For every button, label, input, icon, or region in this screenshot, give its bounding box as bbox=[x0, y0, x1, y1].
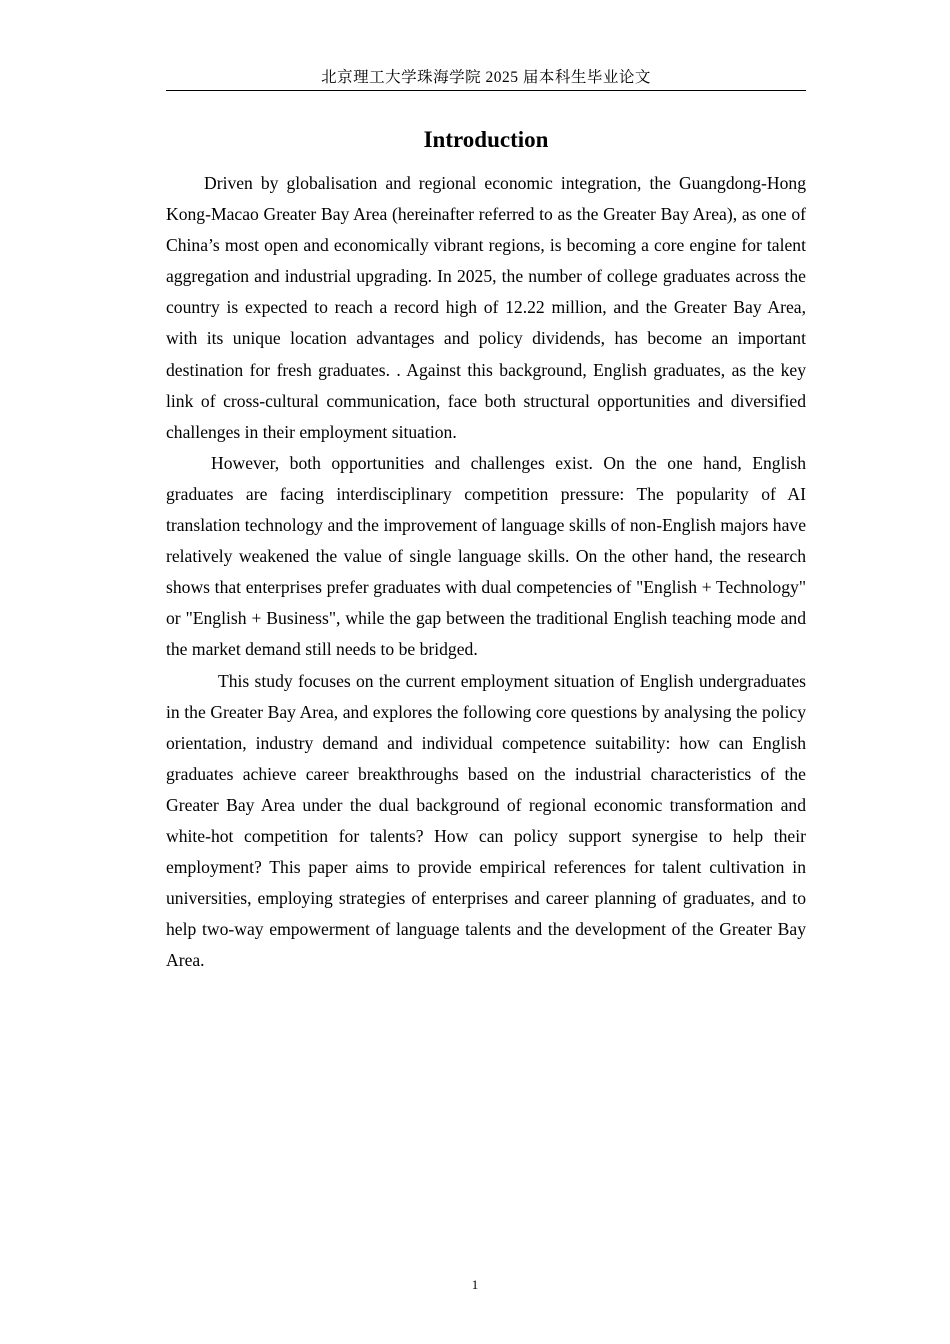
body-paragraph-3: This study focuses on the current employment situation of English undergraduates in the Greater Bay Area, and explores the following core questions by analysing the policy orientation, industry demand and individual competence suitability: how can English graduates achieve career breakthroughs based on the industrial characteristics of the Greater Bay Area under the dual background of regional economic transformation and white-hot competition for talents? How can policy support synergise to help their employment? This paper aims to provide empirical references for talent cultivation in universities, employing strategies of enterprises and career planning of graduates, and to help two-way empowerment of language talents and the development of the Greater Bay Area. bbox=[166, 670, 806, 971]
body-paragraph-2: However, both opportunities and challenges exist. On the one hand, English graduates are facing interdisciplinary competition pressure: The popularity of AI translation technology and the improvement of language skills of non-English majors have relatively weakened the value of single language skills. On the other hand, the research shows that enterprises prefer graduates with dual competencies of "English + Technology" or "English + Business", while the gap between the traditional English teaching mode and the market demand still needs to be bridged. bbox=[166, 452, 806, 660]
page-number: 1 bbox=[471, 1277, 479, 1292]
page-body bbox=[166, 120, 806, 976]
section-title: Introduction bbox=[423, 127, 549, 152]
body-paragraph-1: Driven by globalisation and regional economic integration, the Guangdong-Hong Kong-Macao Greater Bay Area (hereinafter referred to as the Greater Bay Area), as one of China’s most open and economically vibrant regions, is becoming a core engine for talent aggregation and industrial upgrading. In 2025, the number of college graduates across the country is expected to reach a record high of 12.22 million, and the Greater Bay Area, with its unique location advantages and policy dividends, has become an important destination for fresh graduates. . Against this background, English graduates, as the key link of cross-cultural communication, face both structural opportunities and diversified challenges in their employment situation. bbox=[166, 173, 806, 442]
page-header: 北京理工大学珠海学院 2025 届本科生毕业论文 bbox=[166, 66, 806, 91]
